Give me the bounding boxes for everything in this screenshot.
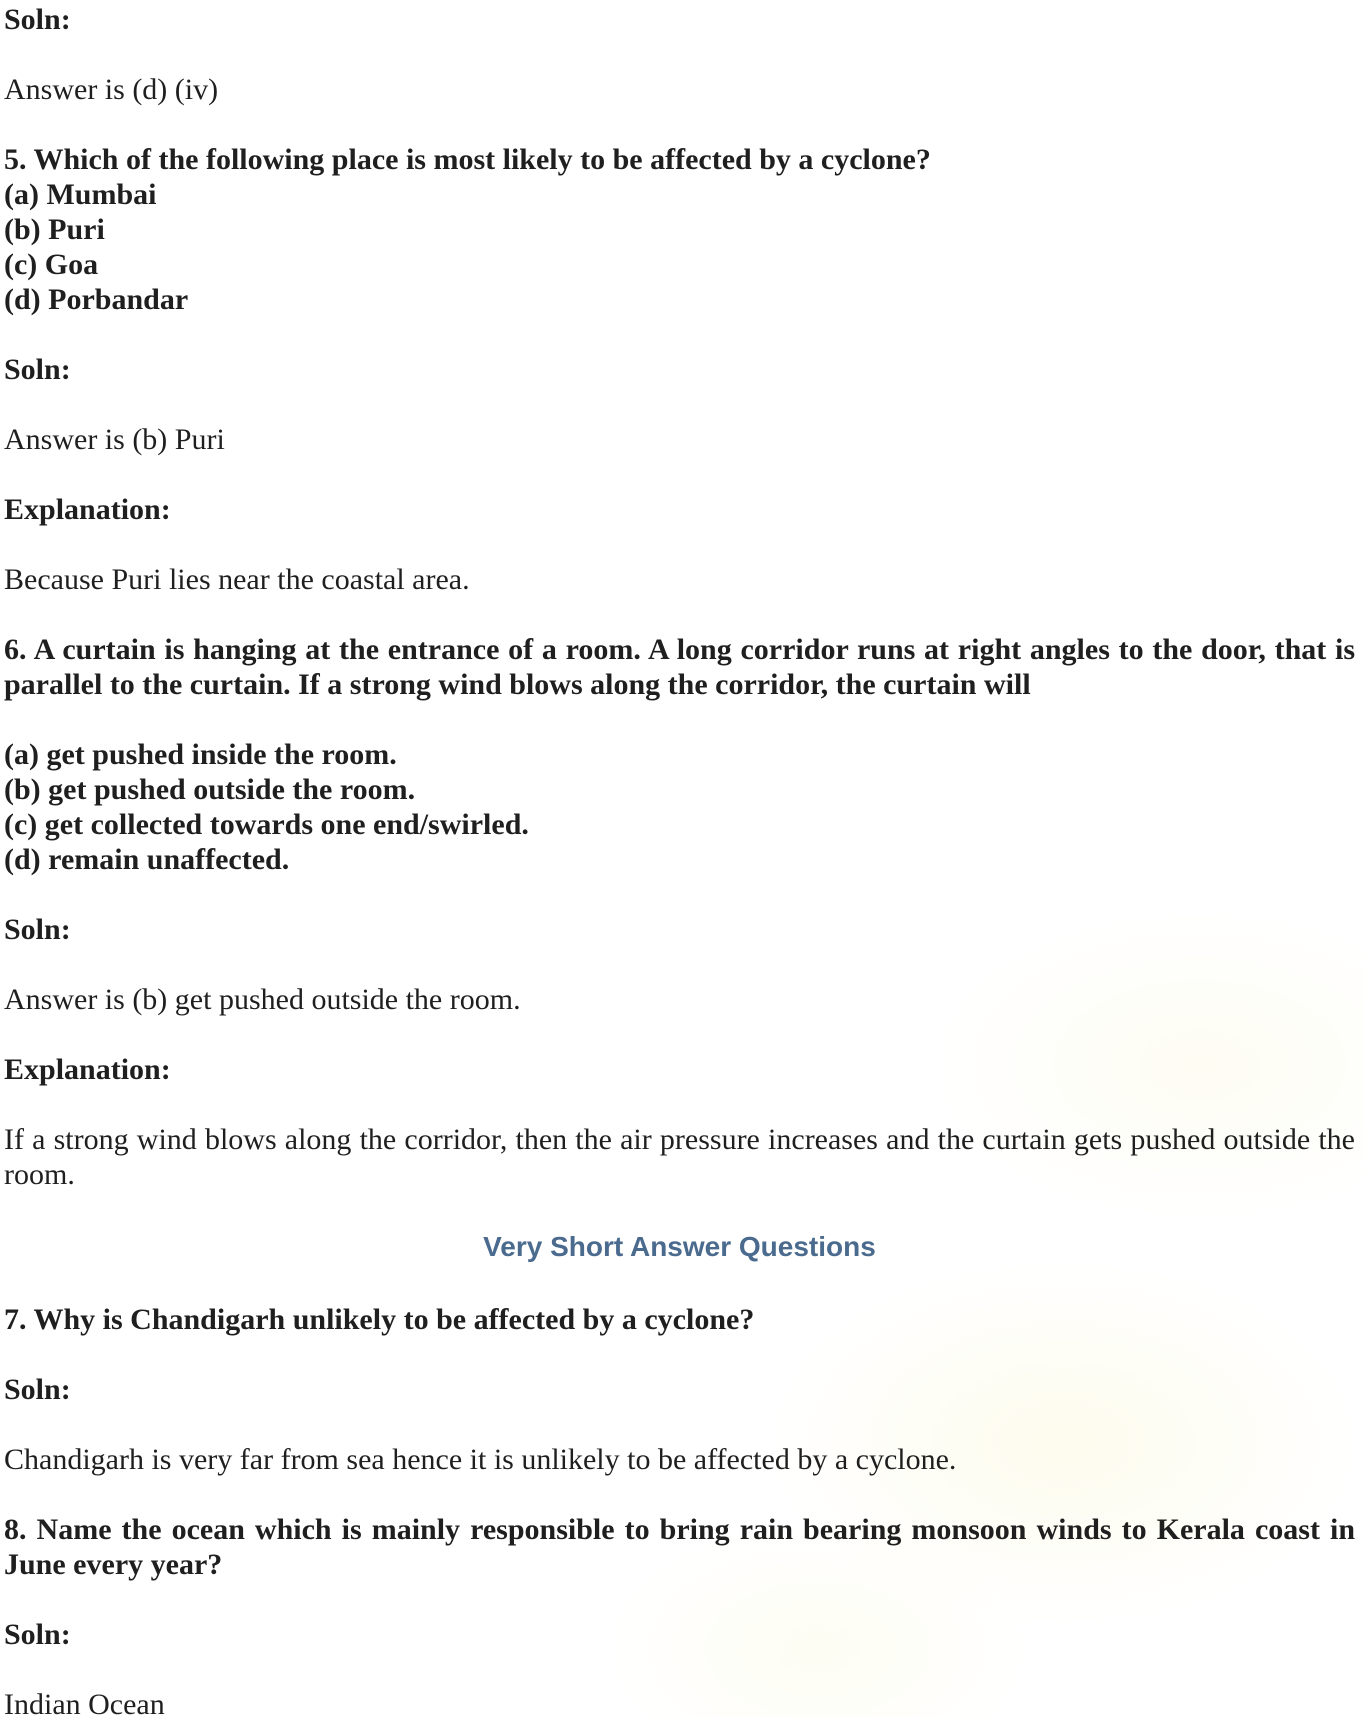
- question-6-option-c: (c) get collected towards one end/swirled.: [4, 808, 529, 841]
- soln-label-q5: Soln:: [4, 353, 71, 386]
- explanation-label-q5: Explanation:: [4, 493, 171, 526]
- explanation-q5: Because Puri lies near the coastal area.: [4, 563, 470, 596]
- question-6-option-d: (d) remain unaffected.: [4, 843, 290, 876]
- answer-q4: Answer is (d) (iv): [4, 73, 219, 106]
- answer-q5: Answer is (b) Puri: [4, 423, 225, 456]
- answer-q6: Answer is (b) get pushed outside the room.: [4, 983, 521, 1016]
- soln-label-q8: Soln:: [4, 1618, 71, 1651]
- question-6-options-block: [4, 737, 1355, 877]
- question-6-text: 6. A curtain is hanging at the entrance of a room. A long corridor runs at right angles to the door, that is parallel to the curtain. If a strong wind blows along the corridor, the curtain will: [4, 633, 1355, 701]
- question-5-option-b: (b) Puri: [4, 213, 105, 246]
- soln-label-q7: Soln:: [4, 1373, 71, 1406]
- question-6-option-a: (a) get pushed inside the room.: [4, 738, 397, 771]
- soln-label-q4: Soln:: [4, 3, 71, 36]
- question-7-text: 7. Why is Chandigarh unlikely to be affected by a cyclone?: [4, 1303, 755, 1336]
- question-5-option-c: (c) Goa: [4, 248, 99, 281]
- explanation-q6: If a strong wind blows along the corridor, then the air pressure increases and the curtain gets pushed outside the room.: [4, 1123, 1355, 1191]
- section-heading-very-short-answer-questions: Very Short Answer Questions: [483, 1231, 876, 1262]
- question-5-text: 5. Which of the following place is most likely to be affected by a cyclone?: [4, 143, 931, 176]
- answer-q7: Chandigarh is very far from sea hence it is unlikely to be affected by a cyclone.: [4, 1443, 957, 1476]
- question-5-option-a: (a) Mumbai: [4, 178, 157, 211]
- question-5-option-d: (d) Porbandar: [4, 283, 189, 316]
- question-8-text: 8. Name the ocean which is mainly responsible to bring rain bearing monsoon winds to Kerala coast in June every year?: [4, 1513, 1355, 1581]
- question-6-option-b: (b) get pushed outside the room.: [4, 773, 416, 806]
- explanation-label-q6: Explanation:: [4, 1053, 171, 1086]
- answer-q8: Indian Ocean: [4, 1688, 165, 1718]
- soln-label-q6: Soln:: [4, 913, 71, 946]
- question-5-block: [4, 142, 1355, 317]
